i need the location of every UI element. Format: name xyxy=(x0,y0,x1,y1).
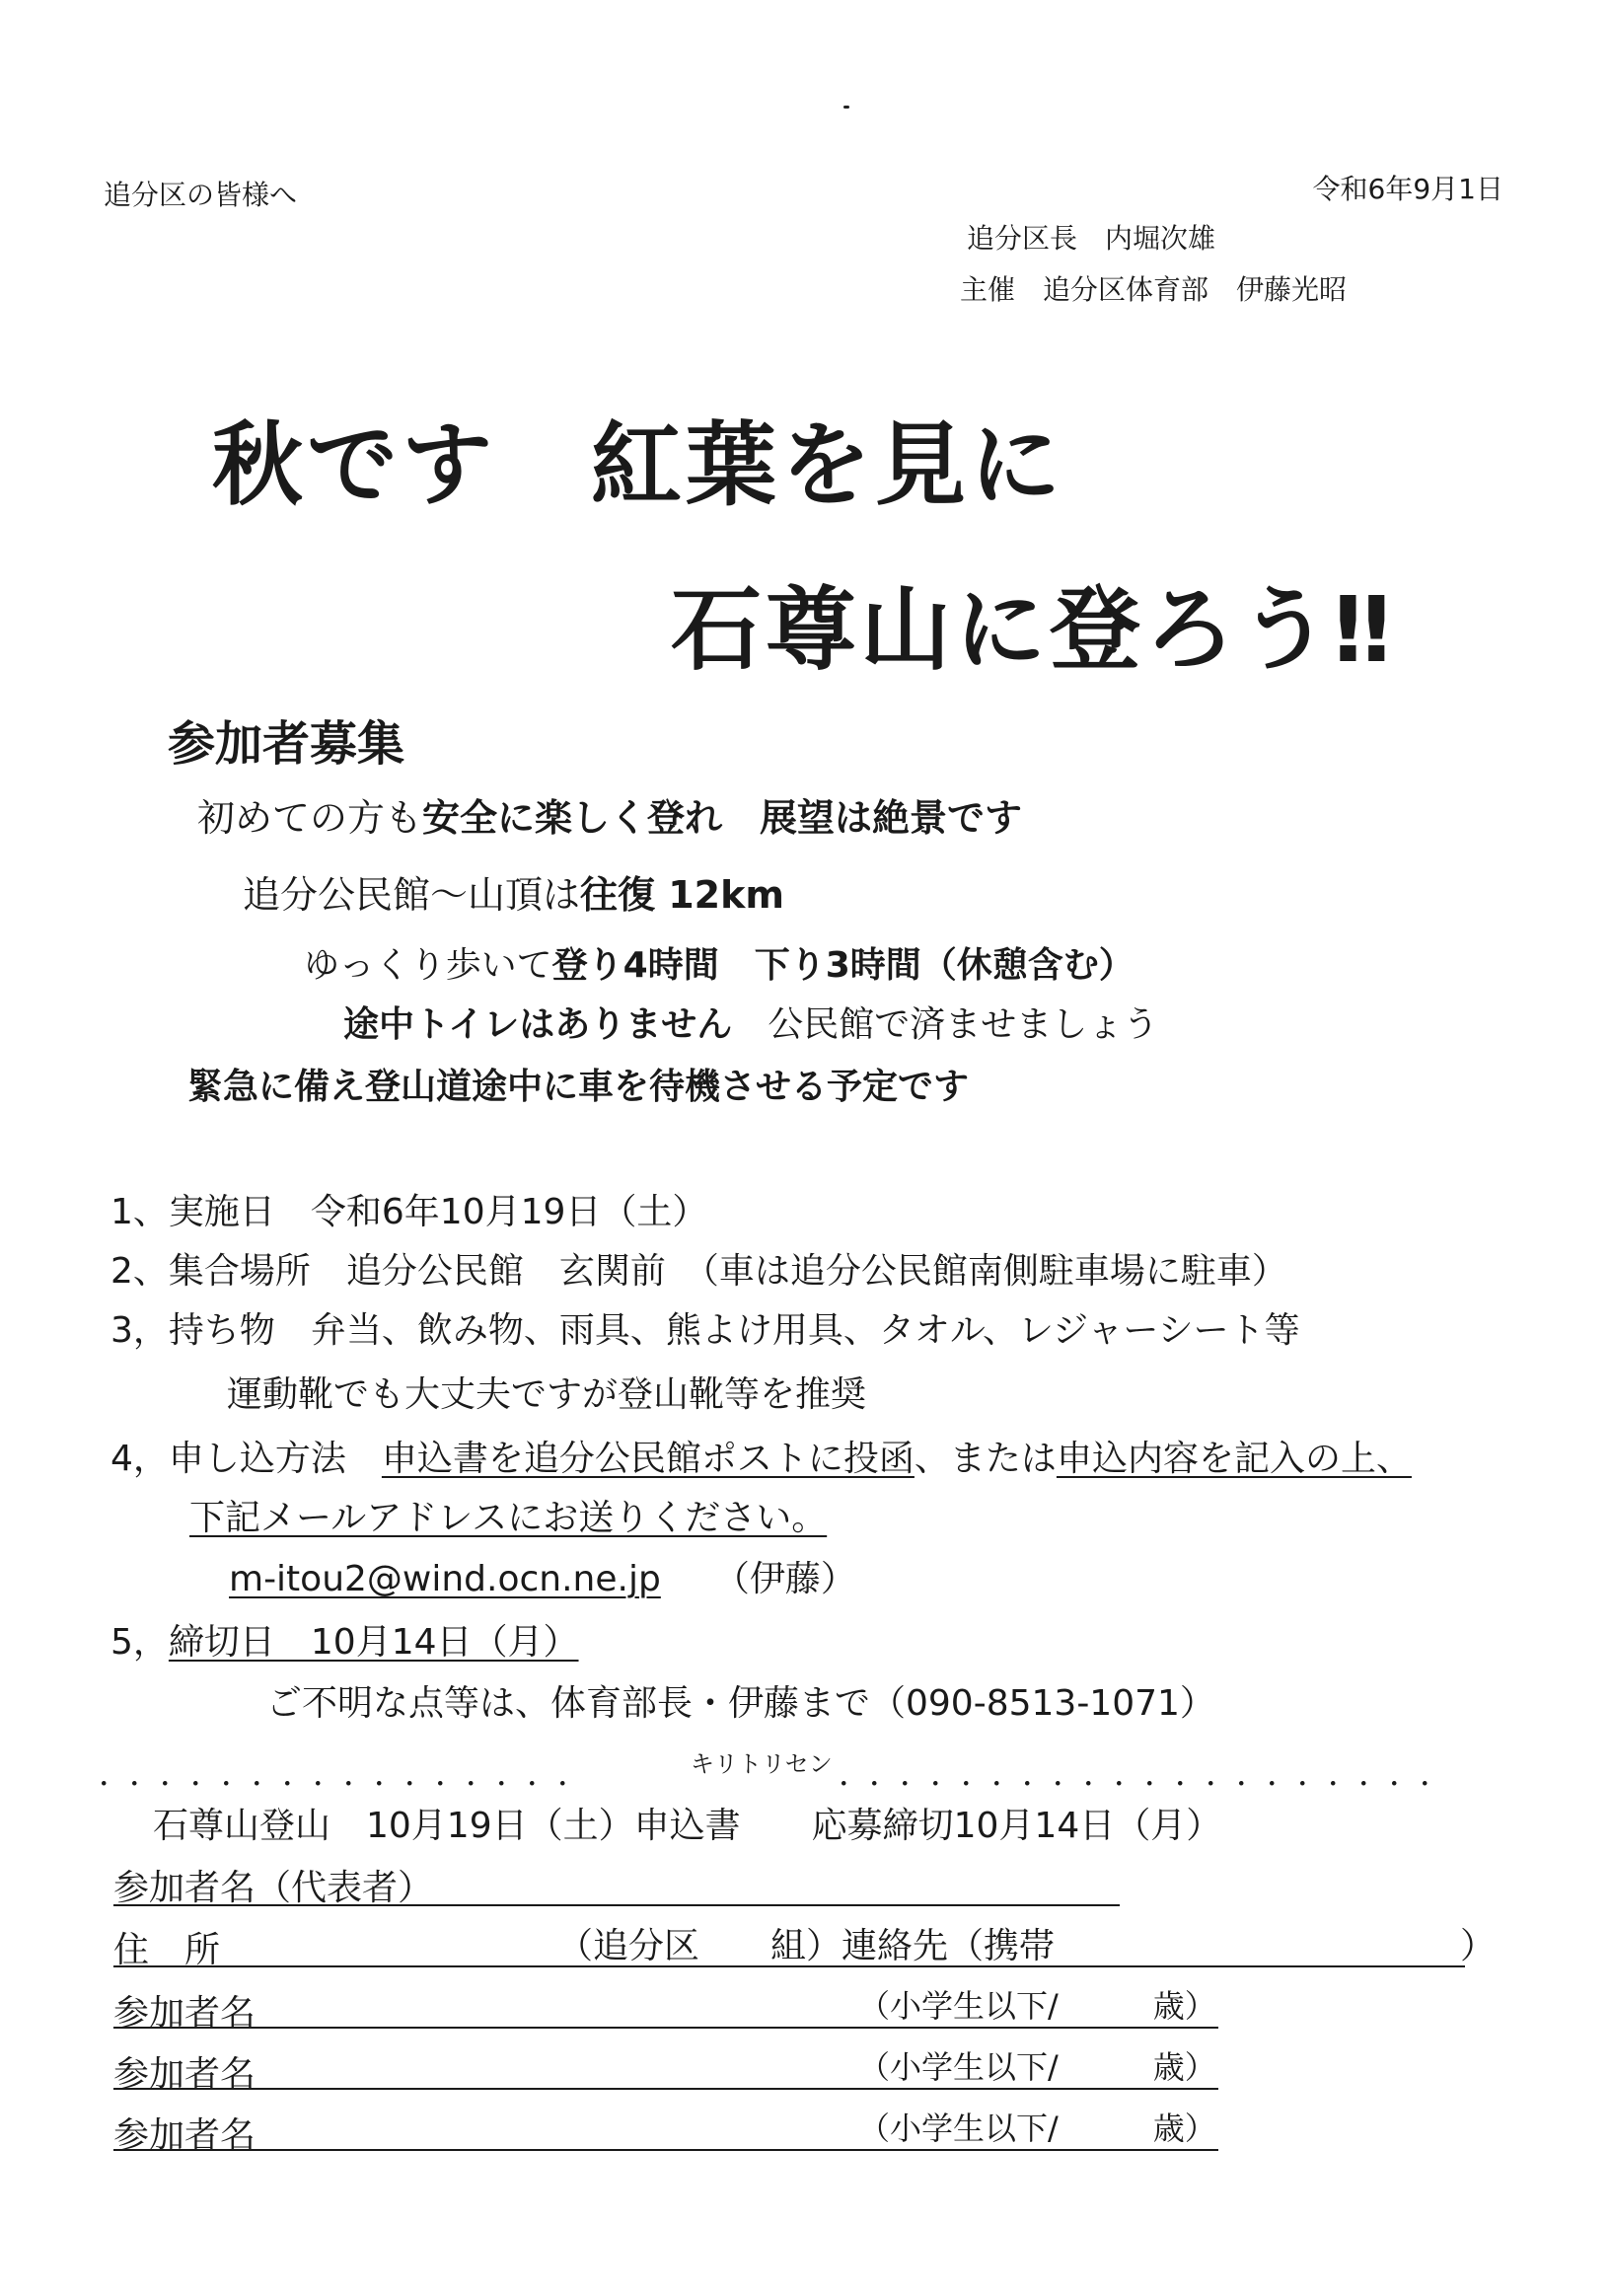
apply-label: 4，申し込方法 xyxy=(110,1439,382,1479)
recruit-line-1b: 安全に楽しく登れ 展望は絶景です xyxy=(422,796,1023,840)
recruit-line-4b: 公民館で済ませましょう xyxy=(768,1004,1159,1045)
form-age-note-2: （小学生以下/ 歳） xyxy=(858,2048,1216,2086)
cut-line-label: キリトリセン xyxy=(691,1750,833,1778)
form-participant-line-2[interactable] xyxy=(113,2088,1218,2090)
form-participant-line-3[interactable] xyxy=(113,2149,1218,2151)
form-participant-line-1[interactable] xyxy=(113,2027,1218,2029)
recruit-line-3b: 登り4時間 下り3時間（休憩含む） xyxy=(551,945,1134,986)
recruit-heading: 参加者募集 xyxy=(168,716,405,772)
apply-post: 申込書を追分公民館ポストに投函 xyxy=(381,1439,915,1479)
sender-line-2: 主催 追分区体育部 伊藤光昭 xyxy=(960,273,1348,306)
form-participant-3: 参加者名 xyxy=(113,2115,256,2156)
form-participant-1: 参加者名 xyxy=(113,1993,256,2034)
cut-dots-left: ．．．．．．．．．．．．．．．． xyxy=(99,1754,605,1794)
form-age-note-1: （小学生以下/ 歳） xyxy=(858,1987,1216,2025)
issue-date: 令和6年9月1日 xyxy=(1312,173,1503,205)
recruit-line-2a: 追分公民館～山頂は xyxy=(243,873,581,917)
deadline-text: 締切日 10月14日（月） xyxy=(168,1622,579,1663)
form-title: 石尊山登山 10月19日（土）申込書 応募締切10月14日（月） xyxy=(153,1806,1222,1846)
recruit-line-2 xyxy=(243,864,784,919)
recruit-line-1a: 初めての方も xyxy=(197,796,423,840)
form-participant-2: 参加者名 xyxy=(113,2054,256,2095)
recruit-line-5: 緊急に備え登山道途中に車を待機させる予定です xyxy=(187,1067,970,1107)
form-address-end: ） xyxy=(1460,1926,1497,1966)
recipient-line: 追分区の皆様へ xyxy=(104,179,298,211)
recruit-line-1 xyxy=(197,787,1022,842)
title-line-2: 石尊山に登ろう‼ xyxy=(671,577,1395,683)
form-address-mid: （追分区 組）連絡先（携帯 xyxy=(557,1926,1056,1966)
recruit-line-3 xyxy=(304,937,1134,988)
apply-fill: 申込内容を記入の上、 xyxy=(1056,1439,1412,1479)
item-deadline xyxy=(110,1614,579,1665)
sender-line-1: 追分区長 内堀次雄 xyxy=(967,222,1216,255)
form-address-line[interactable] xyxy=(113,1965,1465,1967)
apply-email-row xyxy=(229,1551,856,1601)
recruit-line-4a: 途中トイレはありません xyxy=(343,1004,733,1045)
form-age-note-3: （小学生以下/ 歳） xyxy=(858,2110,1216,2147)
scan-speck xyxy=(843,106,849,109)
recruit-line-3a: ゆっくり歩いて xyxy=(304,945,552,986)
recruit-line-2b: 往復 12km xyxy=(580,873,784,917)
apply-or: 、または xyxy=(914,1439,1057,1479)
cut-dots-right: ．．．．．．．．．．．．．．．．．．．． xyxy=(839,1754,1467,1794)
contact-email-link[interactable]: m-itou2@wind.ocn.ne.jp xyxy=(229,1559,661,1599)
item-apply-method xyxy=(110,1431,1412,1481)
deadline-number: 5， xyxy=(110,1622,169,1663)
item-belongings-note: 運動靴でも大丈夫ですが登山靴等を推奨 xyxy=(227,1374,867,1415)
form-rep-label: 参加者名（代表者） xyxy=(113,1868,434,1908)
form-address-label: 住 所 xyxy=(113,1930,221,1970)
item-belongings: 3，持ち物 弁当、飲み物、雨具、熊よけ用具、タオル、レジャーシート等 xyxy=(110,1310,1300,1351)
inquiry-contact: ご不明な点等は、体育部長・伊藤まで（090-8513-1071） xyxy=(266,1683,1215,1724)
form-rep-line[interactable] xyxy=(113,1904,1120,1906)
recruit-line-4 xyxy=(343,997,1158,1047)
email-owner: （伊藤） xyxy=(731,1559,856,1599)
item-date: 1、実施日 令和6年10月19日（土） xyxy=(110,1192,708,1232)
apply-email-instruction: 下記メールアドレスにお送りください。 xyxy=(189,1498,828,1538)
item-meeting-place: 2、集合場所 追分公民館 玄関前 （車は追分公民館南側駐車場に駐車） xyxy=(110,1251,1287,1292)
title-line-1: 秋です 紅葉を見に xyxy=(212,412,1065,518)
